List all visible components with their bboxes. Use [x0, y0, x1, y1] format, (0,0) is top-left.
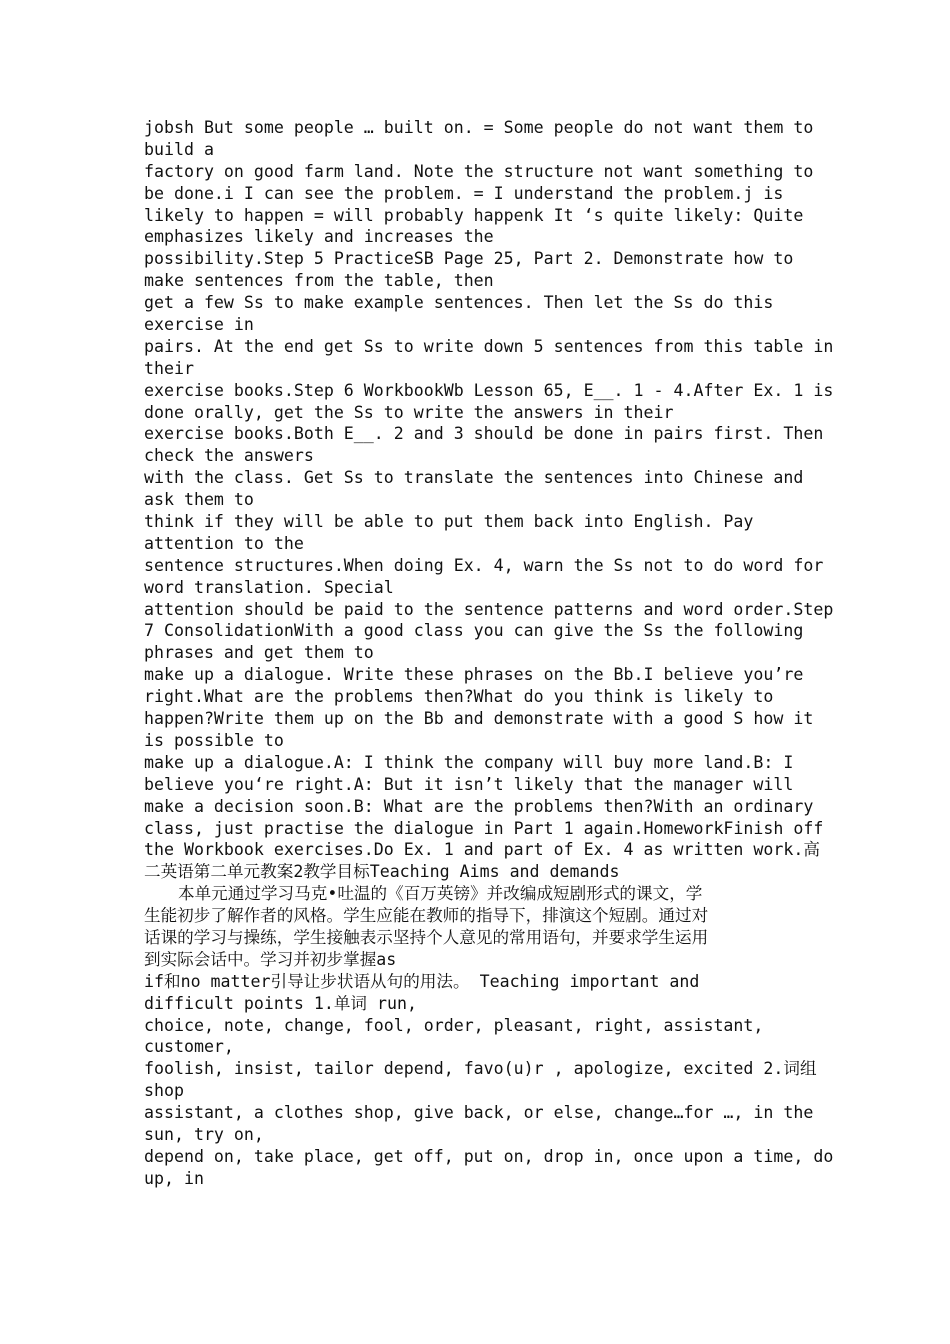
- text-line-41: difficult points 1.单词 run,: [144, 993, 417, 1013]
- text-line-15: exercise books.Both E__. 2 and 3 should be done in pairs first. Then: [144, 424, 824, 444]
- text-line-48: depend on, take place, get off, put on, drop in, once upon a time, do: [144, 1146, 834, 1166]
- text-line-14: done orally, get the Ss to write the answers in their: [144, 402, 674, 422]
- text-line-34: the Workbook exercises.Do Ex. 1 and part of Ex. 4 as written work.高: [144, 840, 820, 860]
- text-line-11: pairs. At the end get Ss to write down 5 sentences from this table in: [144, 336, 834, 356]
- text-line-10: exercise in: [144, 315, 254, 335]
- text-line-4: be done.i I can see the problem. = I understand the problem.j is: [144, 183, 784, 203]
- text-line-7: possibility.Step 5 PracticeSB Page 25, Part 2. Demonstrate how to: [144, 249, 794, 269]
- text-line-8: make sentences from the table, then: [144, 271, 494, 291]
- text-line-24: 7 ConsolidationWith a good class you can give the Ss the following: [144, 621, 804, 641]
- text-line-38: 话课的学习与操练，学生接触表示坚持个人意见的常用语句，并要求学生运用: [144, 927, 709, 947]
- text-line-33: class, just practise the dialogue in Part 1 again.HomeworkFinish off: [144, 818, 824, 838]
- text-line-36: 本单元通过学习马克•吐温的《百万英镑》并改编成短剧形式的课文，学: [178, 884, 703, 904]
- text-line-13: exercise books.Step 6 WorkbookWb Lesson 65, E__. 1 - 4.After Ex. 1 is: [144, 380, 834, 400]
- text-line-27: right.What are the problems then?What do you think is likely to: [144, 687, 774, 707]
- text-line-49: up, in: [144, 1168, 204, 1188]
- text-line-26: make up a dialogue. Write these phrases on the Bb.I believe you’re: [144, 665, 804, 685]
- text-line-37: 生能初步了解作者的风格。学生应能在教师的指导下，排演这个短剧。通过对: [144, 906, 709, 926]
- text-line-3: factory on good farm land. Note the structure not want something to: [144, 161, 814, 181]
- text-line-32: make a decision soon.B: What are the problems then?With an ordinary: [144, 796, 814, 816]
- text-line-5: likely to happen = will probably happenk It ‘s quite likely: Quite: [144, 205, 804, 225]
- text-line-30: make up a dialogue.A: I think the company will buy more land.B: I: [144, 752, 794, 772]
- text-line-22: word translation. Special: [144, 577, 394, 597]
- text-line-2: build a: [144, 139, 214, 159]
- text-line-23: attention should be paid to the sentence patterns and word order.Step: [144, 599, 834, 619]
- text-line-19: think if they will be able to put them back into English. Pay: [144, 512, 754, 532]
- text-line-9: get a few Ss to make example sentences. Then let the Ss do this: [144, 293, 774, 313]
- text-line-16: check the answers: [144, 446, 314, 466]
- text-line-44: foolish, insist, tailor depend, favo(u)r , apologize, excited 2.词组: [144, 1059, 817, 1079]
- text-line-29: is possible to: [144, 730, 284, 750]
- text-line-45: shop: [144, 1081, 184, 1101]
- text-line-35: 二英语第二单元教案2教学目标Teaching Aims and demands: [144, 862, 620, 882]
- text-line-43: customer,: [144, 1037, 234, 1057]
- text-line-12: their: [144, 358, 194, 378]
- text-line-31: believe you‘re right.A: But it isn’t likely that the manager will: [144, 774, 794, 794]
- text-line-25: phrases and get them to: [144, 643, 374, 663]
- text-line-39: 到实际会话中。学习并初步掌握as: [144, 949, 397, 969]
- text-line-6: emphasizes likely and increases the: [144, 227, 494, 247]
- text-line-20: attention to the: [144, 533, 304, 553]
- text-line-18: ask them to: [144, 490, 254, 510]
- text-line-46: assistant, a clothes shop, give back, or else, change…for …, in the: [144, 1103, 814, 1123]
- document-body: [144, 117, 834, 1190]
- text-line-21: sentence structures.When doing Ex. 4, warn the Ss not to do word for: [144, 555, 824, 575]
- text-line-42: choice, note, change, fool, order, pleasant, right, assistant,: [144, 1015, 764, 1035]
- text-line-40: if和no matter引导让步状语从句的用法。 Teaching important and: [144, 971, 700, 991]
- text-line-1: jobsh But some people … built on. = Some people do not want them to: [144, 118, 814, 137]
- text-line-47: sun, try on,: [144, 1124, 264, 1144]
- text-line-17: with the class. Get Ss to translate the sentences into Chinese and: [144, 468, 804, 488]
- text-line-28: happen?Write them up on the Bb and demonstrate with a good S how it: [144, 709, 814, 729]
